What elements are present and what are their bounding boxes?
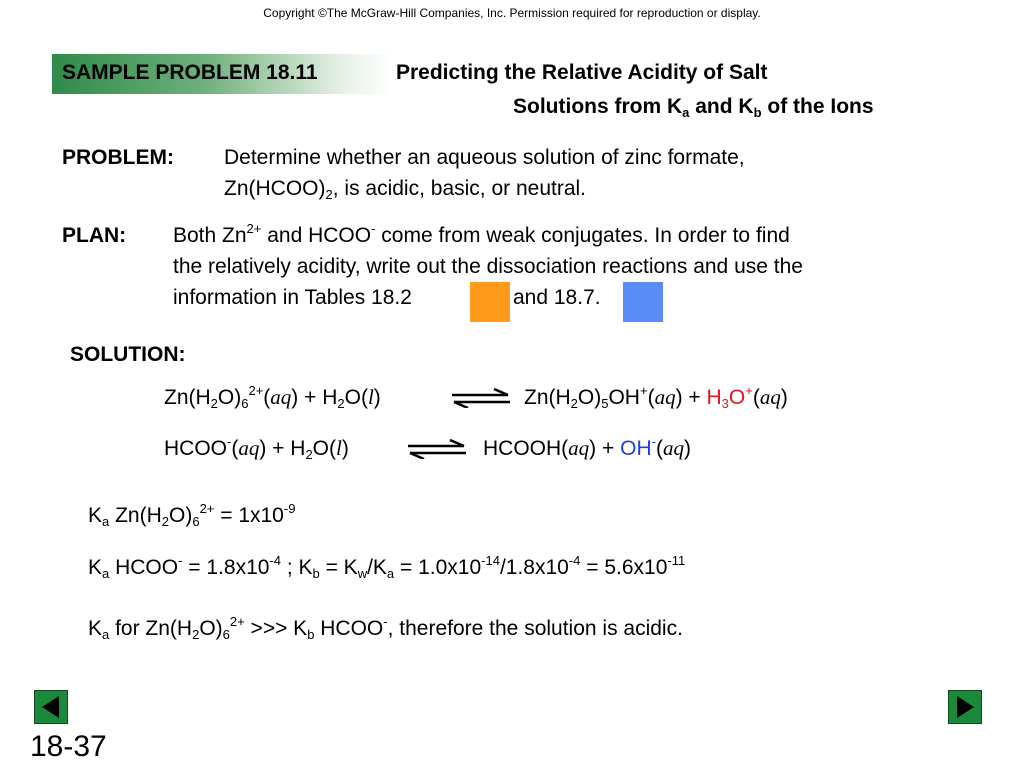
- triangle-right-icon: [949, 691, 981, 723]
- problem-label: PROBLEM:: [62, 146, 174, 169]
- equilibrium-arrow-icon: [406, 439, 468, 459]
- next-slide-button[interactable]: [948, 690, 982, 724]
- reaction-1-reactants: $Zn(H_2O)_6^{2+}(aq) + H_2O(l)$: [164, 383, 381, 411]
- problem-line-2: $Zn(HCOO)_2$, is acidic, basic, or neutral.: [224, 177, 587, 202]
- plan-line-3b: and 18.7.: [513, 286, 601, 309]
- table-18-2-link-button[interactable]: [470, 282, 510, 322]
- previous-slide-button[interactable]: [34, 690, 68, 724]
- copyright-notice: Copyright ©The McGraw-Hill Companies, Inc. Permission required for reproduction or display.: [263, 6, 761, 20]
- title-line-2: Solutions from $K_a$ and $K_b$ of the Ions: [513, 95, 874, 120]
- equilibrium-arrow-icon: [450, 388, 512, 408]
- plan-line-3a: information in Tables 18.2: [173, 286, 412, 309]
- ka-zinc-line: $K_a$ $Zn(H_2O)_6^{2+} = 1x10^{-9}$: [88, 501, 296, 529]
- slide-number: 18-37: [30, 730, 107, 763]
- conclusion-line: $K_a$ for $Zn(H_2O)_6^{2+}$ >>> $K_b$ HCOO-, therefore the solution is acidic.: [88, 614, 683, 642]
- problem-line-1: Determine whether an aqueous solution of zinc formate,: [224, 146, 745, 169]
- ka-formate-line: $K_a$ HCOO- = $1.8x10^{-4}$ ; $K_b = K_w/K_a = 1.0x10^{-14}/1.8x10^{-4} = 5.6x10^{-11}$: [88, 553, 686, 581]
- triangle-left-icon: [35, 691, 67, 723]
- reaction-2-products: HCOOH(aq) + OH-(aq): [483, 434, 691, 460]
- plan-label: PLAN:: [62, 224, 127, 247]
- plan-line-2: the relatively acidity, write out the dissociation reactions and use the: [173, 255, 803, 278]
- table-18-7-link-button[interactable]: [623, 282, 663, 322]
- reaction-2-reactants: HCOO-(aq) + $H_2O(l)$: [164, 434, 349, 462]
- title-line-1: Predicting the Relative Acidity of Salt: [396, 61, 768, 84]
- sample-problem-label: SAMPLE PROBLEM 18.11: [62, 61, 318, 84]
- solution-label: SOLUTION:: [70, 343, 186, 366]
- reaction-1-products: $Zn(H_2O)_5OH^+(aq) + H_3O^+(aq)$: [524, 383, 788, 411]
- plan-line-1: Both $Zn^{2+}$ and HCOO- come from weak conjugates. In order to find: [173, 221, 790, 247]
